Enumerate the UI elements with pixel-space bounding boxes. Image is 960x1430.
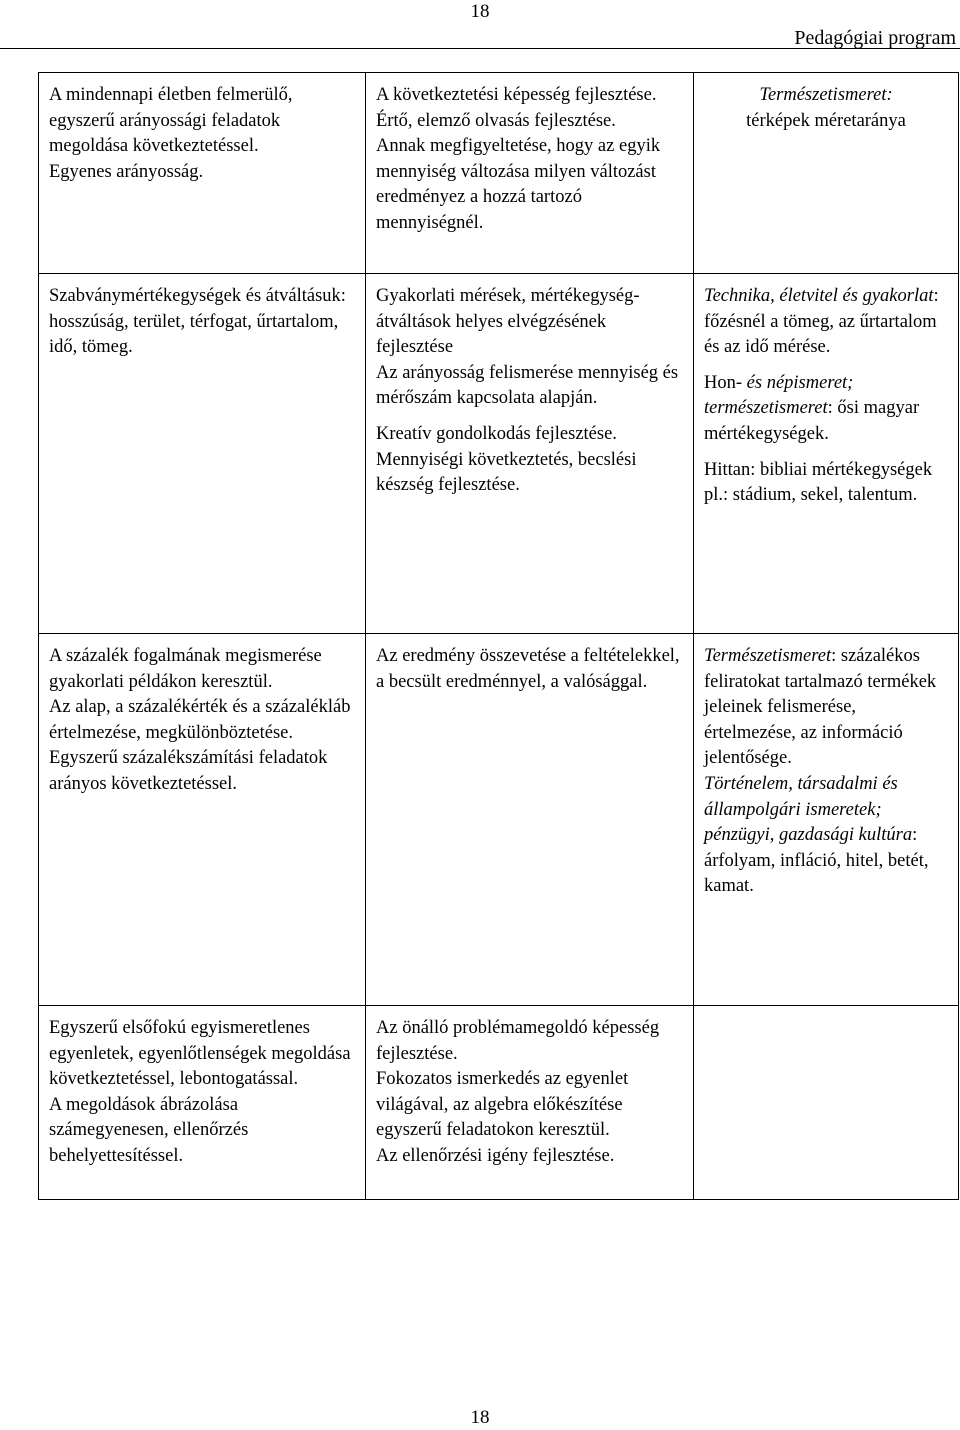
connection-subject: Természetismeret <box>704 646 832 666</box>
connection-subject: Hon- <box>704 372 743 393</box>
connection-text <box>704 371 948 448</box>
development-text: Az önálló problémamegoldó képesség fejlesztése. <box>376 1018 660 1064</box>
topic-text: Egyszerű elsőfokú egyismeretlenes egyenletek, egyenlőtlenségek megoldása következtetéssel, lebontogatással. <box>49 1018 351 1090</box>
connection-subject: Technika, életvitel és gyakorlat <box>704 286 934 306</box>
topic-text: Az alap, a százalékérték és a százalékláb értelmezése, megkülönböztetése. <box>49 697 351 743</box>
development-cell <box>366 274 694 634</box>
development-text: Gyakorlati mérések, mértékegység-átváltások helyes elvégzésének fejlesztése <box>376 286 640 358</box>
connection-text <box>704 83 948 134</box>
connection-detail: térképek méretaránya <box>746 110 906 131</box>
development-text: Az eredmény összevetése a feltételekkel, a becsült eredménnyel, a valósággal. <box>376 646 680 692</box>
development-text: A következtetési képesség fejlesztése. <box>376 85 657 105</box>
header-page-number: 18 <box>470 1 490 22</box>
topic-cell <box>39 1006 366 1200</box>
connection-subject: Természetismeret: <box>759 85 893 105</box>
topic-text: A százalék fogalmának megismerése gyakorlati példákon keresztül. <box>49 646 322 692</box>
development-cell <box>366 634 694 1006</box>
development-text: Az ellenőrzési igény fejlesztése. <box>376 1145 615 1166</box>
connection-detail: : bibliai mértékegységek pl.: stádium, sekel, talentum. <box>704 459 933 506</box>
connection-detail: : árfolyam, infláció, hitel, betét, kamat. <box>704 825 929 897</box>
development-text: Kreatív gondolkodás fejlesztése. <box>376 423 617 444</box>
connection-text <box>704 458 948 509</box>
connection-subject: Történelem, társadalmi és állampolgári ismeretek; pénzügyi, gazdasági kultúra <box>704 773 913 846</box>
development-cell <box>366 1006 694 1200</box>
development-text: Mennyiségi következtetés, becslési készség fejlesztése. <box>376 449 637 496</box>
table-row <box>39 1006 959 1200</box>
connections-cell <box>694 1006 959 1200</box>
page-header <box>0 0 960 50</box>
topic-text: Szabványmértékegységek és átváltásuk: hosszúság, terület, térfogat, űrtartalom, idő, tömeg. <box>49 286 346 358</box>
development-text: Az arányosság felismerése mennyiség és mérőszám kapcsolata alapján. <box>376 362 679 409</box>
table-row <box>39 274 959 634</box>
topic-cell <box>39 274 366 634</box>
connections-cell <box>694 73 959 274</box>
footer-page-number: 18 <box>470 1407 490 1428</box>
topic-text: Egyenes arányosság. <box>49 161 204 182</box>
topic-cell <box>39 73 366 274</box>
development-text: Értő, elemző olvasás fejlesztése. <box>376 110 616 131</box>
connection-detail: : százalékos feliratokat tartalmazó termékek jeleinek felismerése, értelmezése, az információ jelentősége. <box>704 646 937 769</box>
topic-text: A megoldások ábrázolása számegyenesen, ellenőrzés behelyettesítéssel. <box>49 1094 249 1166</box>
connections-cell <box>694 634 959 1006</box>
connection-detail: : ősi magyar mértékegységek. <box>704 398 920 444</box>
curriculum-table <box>38 72 959 1200</box>
connection-subject: és népismeret; természetismeret <box>704 372 854 419</box>
table-row <box>39 634 959 1006</box>
header-title: Pedagógiai program <box>794 27 956 49</box>
connections-cell <box>694 274 959 634</box>
table-row <box>39 73 959 274</box>
development-cell <box>366 73 694 274</box>
connection-text <box>704 644 948 772</box>
connection-text <box>704 284 948 361</box>
development-text: Fokozatos ismerkedés az egyenlet világával, az algebra előkészítése egyszerű feladatokon keresztül. <box>376 1069 629 1141</box>
connection-detail: : főzésnél a tömeg, az űrtartalom és az idő mérése. <box>704 286 939 358</box>
topic-text: A mindennapi életben felmerülő, egyszerű arányossági feladatok megoldása következtetéssel. <box>49 85 293 157</box>
connection-subject: Hittan <box>704 459 751 480</box>
development-text: Annak megfigyeltetése, hogy az egyik mennyiség változása milyen változást eredményez a hozzá tartozó mennyiségnél. <box>376 136 661 233</box>
connection-text <box>704 772 948 900</box>
header-rule <box>0 48 960 49</box>
topic-text: Egyszerű százalékszámítási feladatok arányos következtetéssel. <box>49 748 328 794</box>
topic-cell <box>39 634 366 1006</box>
